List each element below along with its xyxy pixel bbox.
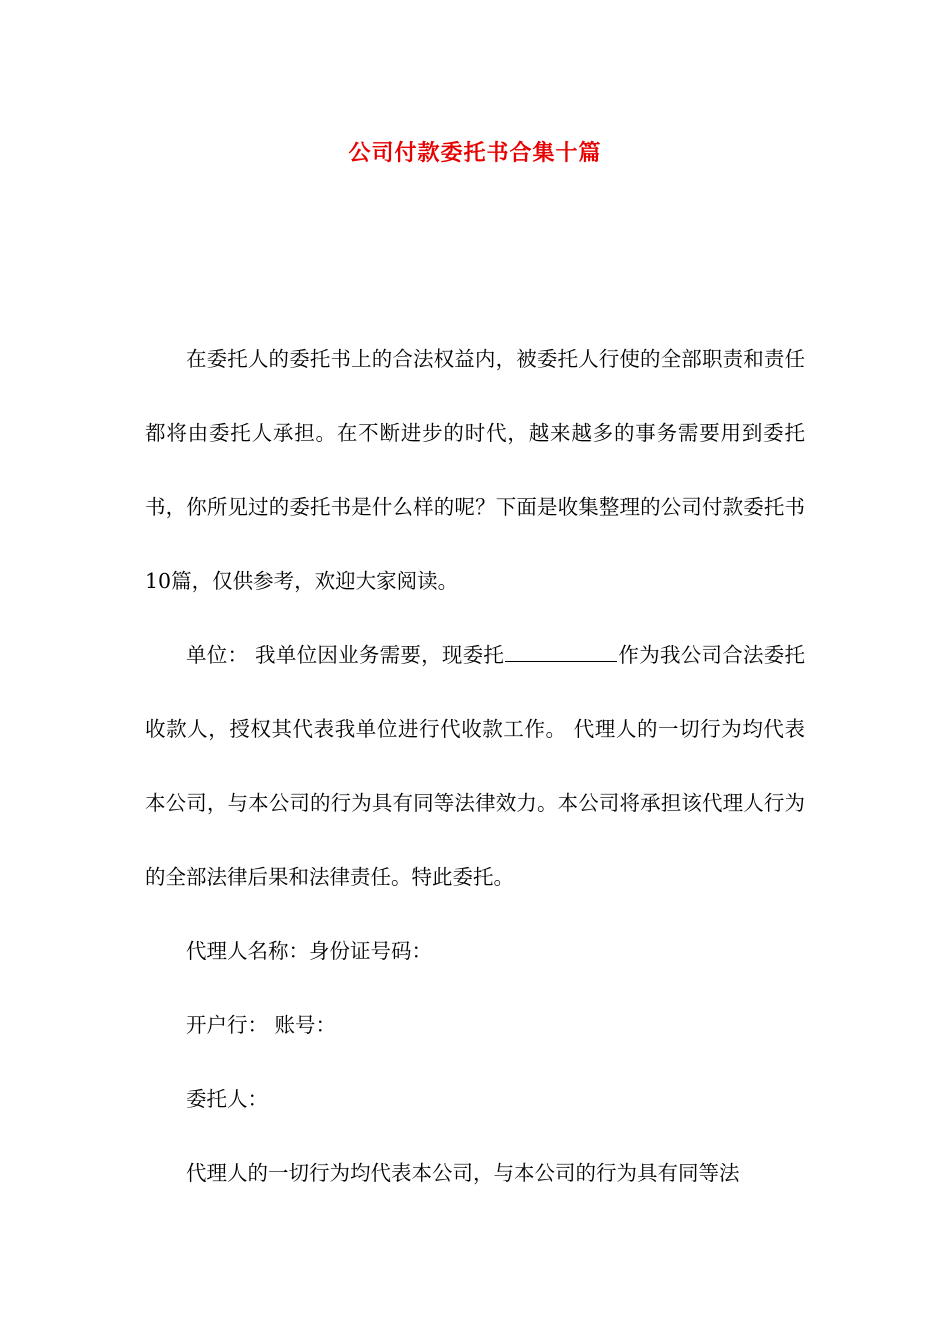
entrust-text-after-blank: 作为我公司合法委托收款人，授权其代表我单位进行代收款工作。 代理人的一切行为均代表本公司，与本公司的行为具有同等法律效力。本公司将承担该代理人行为的全部法律后果和法律责任。特此委托。 [145, 643, 806, 889]
last-paragraph-line: 代理人的一切行为均代表本公司，与本公司的行为具有同等法 [186, 1161, 740, 1185]
principal-line: 委托人： [186, 1087, 268, 1111]
entrust-text-before-blank: 单位： 我单位因业务需要，现委托 [186, 643, 505, 667]
document-body [145, 322, 805, 1210]
entrust-paragraph [145, 618, 805, 914]
blank-underline [505, 660, 617, 662]
bank-line: 开户行： 账号： [186, 1013, 337, 1037]
agent-line: 代理人名称：身份证号码： [186, 939, 432, 963]
intro-paragraph: 在委托人的委托书上的合法权益内，被委托人行使的全部职责和责任都将由委托人承担。在不断进步的时代，越来越多的事务需要用到委托书，你所见过的委托书是什么样的呢？下面是收集整理的公司付款委托书10篇，仅供参考，欢迎大家阅读。 [145, 347, 805, 593]
document-title: 公司付款委托书合集十篇 [348, 140, 602, 166]
